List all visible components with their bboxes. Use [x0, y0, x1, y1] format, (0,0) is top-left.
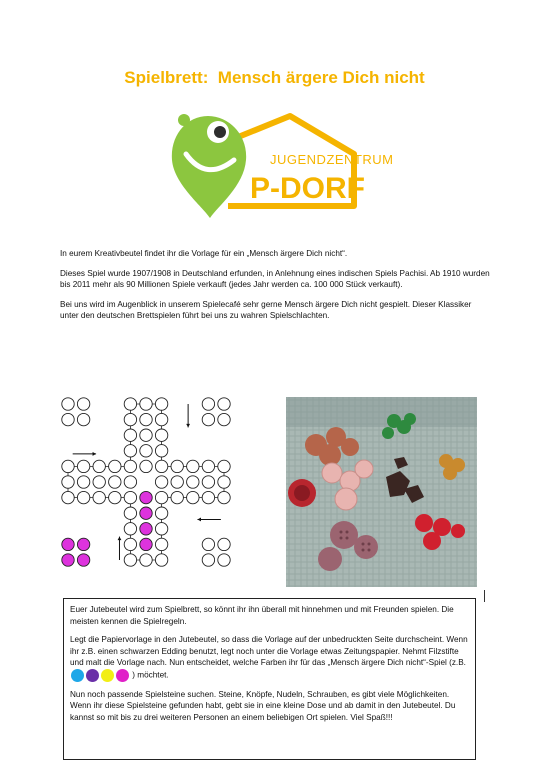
start-field [62, 538, 74, 550]
start-field [62, 413, 74, 425]
board-field [124, 413, 136, 425]
home-field [140, 523, 152, 535]
board-field [155, 491, 167, 503]
board-field [124, 460, 136, 472]
intro-paragraph: In eurem Kreativbeutel findet ihr die Vorlage für ein „Mensch ärgere Dich nicht“. [60, 249, 348, 258]
start-field [77, 398, 89, 410]
board-field [155, 554, 167, 566]
page-title: Spielbrett: Mensch ärgere Dich nicht [124, 68, 425, 87]
board-field [62, 476, 74, 488]
start-field [62, 398, 74, 410]
start-field [202, 413, 214, 425]
instructions-paragraph [70, 634, 469, 682]
board-field [124, 491, 136, 503]
board-field [155, 476, 167, 488]
board-field [187, 476, 199, 488]
start-field [77, 538, 89, 550]
board-field [93, 460, 105, 472]
board-field [187, 460, 199, 472]
intro-paragraph: Dieses Spiel wurde 1907/1908 in Deutschland erfunden, in Anlehnung eines indischen Spiels Pachisi. Ab 1910 wurden bis 2011 mehr als 90 Millionen Spiele verkauft (jedes Jahr werden ca. 100 000 Stück verkauft). [60, 268, 490, 289]
board-field [109, 460, 121, 472]
board-field [93, 476, 105, 488]
instructions-text: ) möchtet. [132, 670, 169, 680]
home-field [140, 507, 152, 519]
board-field [155, 445, 167, 457]
board-field [140, 398, 152, 410]
home-field [140, 491, 152, 503]
arrow-head [118, 537, 122, 541]
start-field [202, 554, 214, 566]
board-field [62, 460, 74, 472]
board-field [140, 429, 152, 441]
start-field [202, 398, 214, 410]
logo-line2: P-DORF [250, 172, 365, 205]
board-field [218, 476, 230, 488]
board-field [202, 460, 214, 472]
board-field [77, 491, 89, 503]
board-field [124, 445, 136, 457]
board-field [155, 429, 167, 441]
jugendzentrum-logo [158, 102, 394, 220]
board-field [155, 460, 167, 472]
color-dot [101, 669, 114, 682]
intro-text [60, 248, 490, 330]
board-field [124, 507, 136, 519]
instructions-paragraph: Nun noch passende Spielsteine suchen. Steine, Knöpfe, Nudeln, Schrauben, es gibt viele Möglichkeiten. Wenn ihr diese Spielsteine gefunden habt, gebt sie in eine kleine Dose und ab damit in den Jutebeutel. Du kannst so mit bis zu drei weiteren Personen an einem beliebigen Ort spielen. Viel Spaß!!! [70, 689, 456, 722]
board-field [171, 460, 183, 472]
instructions-text: Legt die Papiervorlage in den Jutebeutel, so dass die Vorlage auf der unbedruckten Seite durchscheint. Wenn ihr z.B. einen schwarzen Edding benutzt, legt noch unter die Vorlage etwas Zeitungspapier. Nehmt Filzstifte und malt die Vorlage nach. Nun entscheidet, welche Farben ihr für das „Mensch ärgere Dich nicht“-Spiel (z.B. [70, 635, 468, 667]
board-field [140, 460, 152, 472]
board-field [155, 507, 167, 519]
board-field [93, 491, 105, 503]
logo-line1: JUGENDZENTRUM [270, 152, 394, 167]
game-board-template [60, 396, 250, 586]
board-field [124, 476, 136, 488]
board-field [124, 429, 136, 441]
instructions-paragraph: Euer Jutebeutel wird zum Spielbrett, so könnt ihr ihn überall mit hinnehmen und mit Freunden spielen. Die meisten kennen die Spielregeln. [70, 605, 454, 626]
board-field [109, 491, 121, 503]
board-field [109, 476, 121, 488]
board-field [77, 476, 89, 488]
board-field [155, 523, 167, 535]
board-field [62, 491, 74, 503]
start-field [218, 413, 230, 425]
board-field [218, 491, 230, 503]
board-field [140, 445, 152, 457]
arrow-head [186, 424, 190, 428]
instructions-box [63, 598, 476, 760]
game-pieces-photo [286, 397, 477, 587]
board-field [124, 538, 136, 550]
board-field [171, 476, 183, 488]
board-field [187, 491, 199, 503]
start-field [62, 554, 74, 566]
color-dot [86, 669, 99, 682]
color-dot [116, 669, 129, 682]
start-field [77, 413, 89, 425]
board-field [202, 491, 214, 503]
mascot-icon [172, 114, 246, 218]
start-field [218, 398, 230, 410]
board-field [218, 460, 230, 472]
board-field [171, 491, 183, 503]
board-field [140, 554, 152, 566]
board-field [124, 523, 136, 535]
board-field [124, 554, 136, 566]
start-field [77, 554, 89, 566]
start-field [218, 554, 230, 566]
home-field [140, 538, 152, 550]
board-field [155, 413, 167, 425]
color-dot [71, 669, 84, 682]
board-field [155, 398, 167, 410]
board-field [202, 476, 214, 488]
arrow-head [93, 452, 97, 456]
board-field [124, 398, 136, 410]
start-field [218, 538, 230, 550]
red-cap [288, 479, 316, 507]
board-field [155, 538, 167, 550]
text-cursor [484, 590, 485, 602]
arrow-head [197, 518, 201, 522]
intro-paragraph: Bei uns wird im Augenblick in unserem Spielecafé sehr gerne Mensch ärgere Dich nicht gespielt. Dieser Klassiker unter den deutschen Brettspielen führt bei uns zu wahren Spielschlachten. [60, 299, 472, 320]
start-field [202, 538, 214, 550]
board-field [140, 413, 152, 425]
board-field [77, 460, 89, 472]
